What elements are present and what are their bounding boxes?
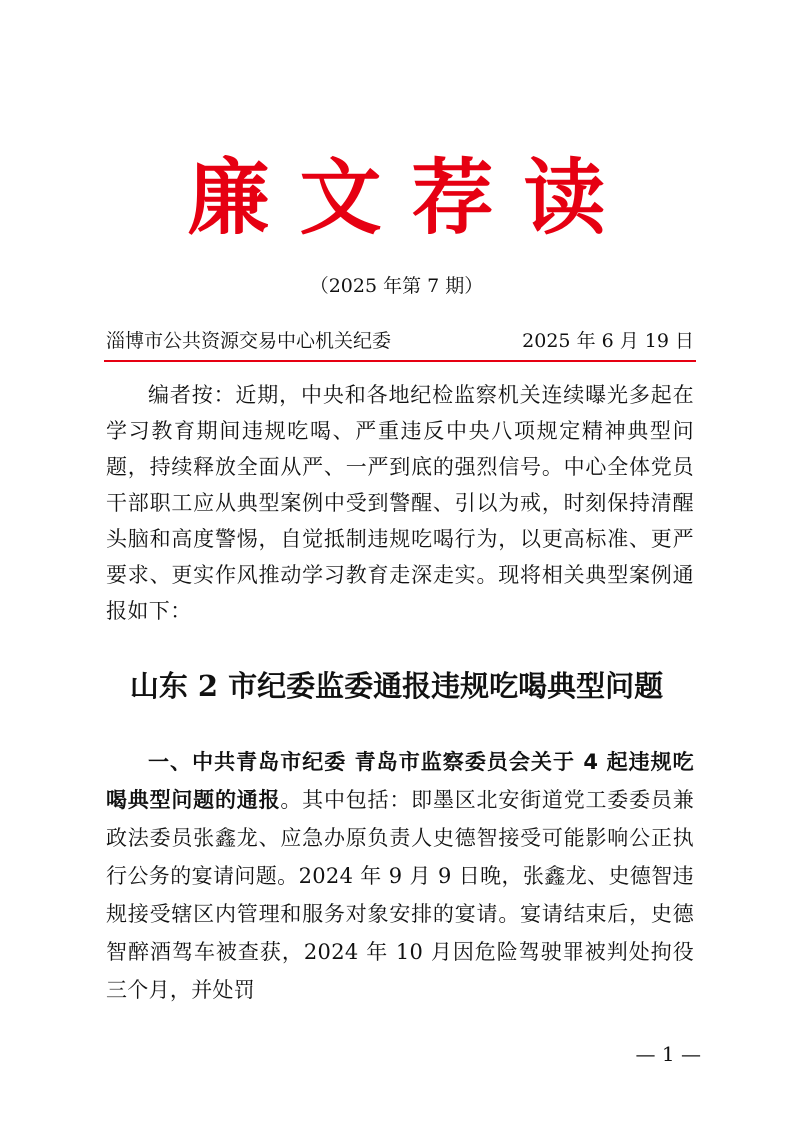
editor-note: 编者按：近期，中央和各地纪检监察机关连续曝光多起在学习教育期间违规吃喝、严重违反中央八项规定精神典型问题，持续释放全面从严、一严到底的强烈信号。中心全体党员干部职工应从典型案例中受到警醒、引以为戒，时刻保持清醒头脑和高度警惕，自觉抵制违规吃喝行为，以更高标准、更严要求、更实作风推动学习教育走深走实。现将相关典型案例通报如下： — [106, 383, 694, 623]
issue-date: 2025 年 6 月 19 日 — [522, 330, 694, 352]
body-paragraph — [106, 743, 694, 1009]
section-lead: 一、中共青岛市纪委 青岛市监察委员会关于 4 起违规吃喝典型问题的通报 — [106, 750, 694, 812]
page-number: — 1 — — [635, 1042, 701, 1066]
section-body: 。其中包括：即墨区北安街道党工委委员兼政法委员张鑫龙、应急办原负责人史德智接受可能影响公正执行公务的宴请问题。2024 年 9 月 9 日晚，张鑫龙、史德智违规接受辖区内管理和服务对象安排的宴请。宴请结束后，史德智醉酒驾车被查获，2024 年 10 月因危险驾驶罪被判处拘役三个月，并处罚 — [106, 788, 694, 1002]
issuing-organization: 淄博市公共资源交易中心机关纪委 — [106, 330, 392, 352]
article-title: 山东 2 市纪委监委通报违规吃喝典型问题 — [129, 669, 664, 703]
masthead-title: 廉文荐读 — [187, 150, 636, 246]
org-date-line — [106, 326, 694, 356]
red-divider — [104, 360, 696, 362]
issue-number: （2025 年第 7 期） — [309, 275, 484, 297]
